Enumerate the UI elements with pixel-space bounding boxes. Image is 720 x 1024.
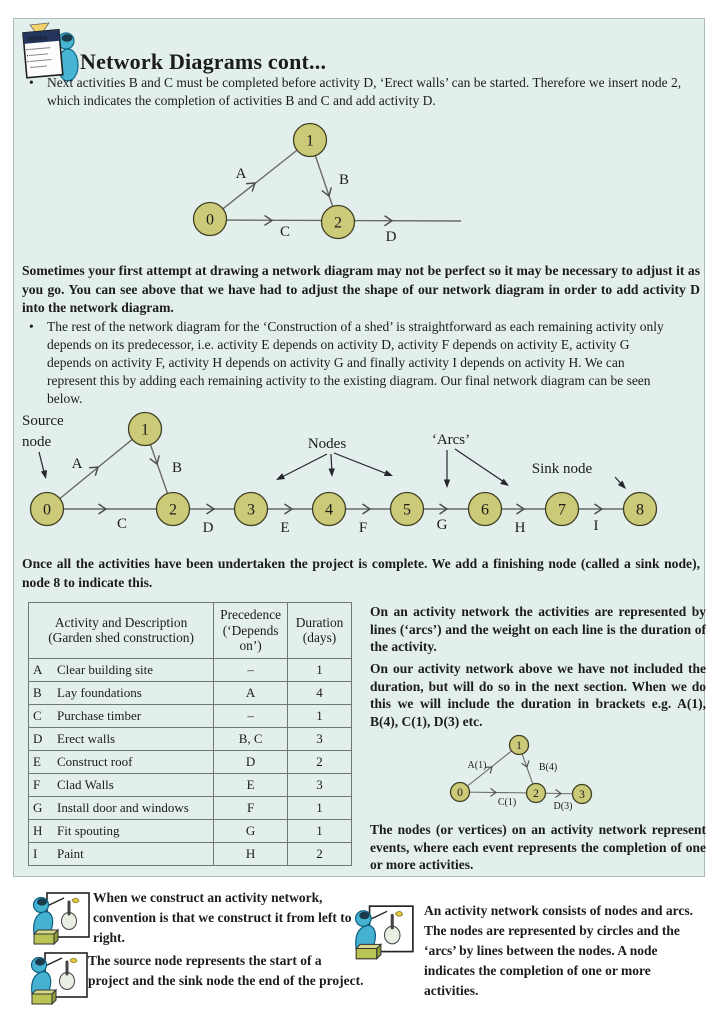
duration-brackets-paragraph: On our activity network above we have not included the duration, but will do so in the next section. When we do this we will include the duration in brackets e.g. A(1), B(4), C(1), D(3) etc.: [370, 661, 706, 729]
activity-id: B: [33, 684, 42, 700]
node-label: 8: [636, 501, 644, 519]
arc-label: C: [116, 516, 128, 532]
table-row: [29, 796, 352, 819]
activity-desc: Clad Walls: [57, 776, 114, 792]
activity-desc: Paint: [57, 845, 84, 861]
arc-label: A: [71, 456, 83, 472]
arc-label: C(1): [497, 797, 517, 808]
activity-id: G: [33, 799, 43, 815]
source-node-label: node: [22, 434, 52, 450]
network-diagram-final: [14, 406, 705, 554]
callout-left-right-convention: When we construct an activity network, convention is that we construct it from left to right.: [93, 890, 352, 945]
header-line: (Garden shed construction): [48, 630, 194, 646]
annotation-arcs: [432, 432, 511, 489]
bullet-marker: •: [29, 75, 34, 90]
arc-label: I: [593, 518, 599, 534]
arc-label: C: [279, 224, 291, 240]
easel-character-icon: [352, 903, 416, 963]
activity-dur: 2: [288, 750, 352, 773]
nodes-label: Nodes: [307, 436, 347, 452]
node-label: 2: [169, 501, 177, 519]
adjust-diagram-paragraph: Sometimes your first attempt at drawing a network diagram may not be perfect so it may be necessary to adjust it as you go. You can see above that we have had to adjust the shape of our network diagram in order to add activity D into the network diagram.: [22, 263, 700, 315]
callout-source-sink: The source node represents the start of a project and the sink node the end of the project.: [88, 953, 364, 988]
table-row: [29, 750, 352, 773]
activity-id: E: [33, 753, 41, 769]
activity-id: F: [33, 776, 41, 792]
arc-label: E: [280, 520, 290, 536]
node-label: 1: [141, 421, 149, 439]
activity-desc: Clear building site: [57, 661, 154, 677]
header-line: on’): [239, 638, 262, 653]
nodes-vertices-paragraph: The nodes (or vertices) on an activity network represent events, where each event represents the completion of one or more activities.: [370, 822, 706, 872]
arc-label: H: [514, 520, 526, 536]
header-line: Duration: [295, 614, 344, 630]
network-diagram-first-attempt: [14, 116, 705, 266]
bullet-item-2: [29, 318, 677, 408]
node-label: 3: [579, 788, 585, 801]
activity-prec: H: [214, 842, 288, 865]
bullet-2-text: The rest of the network diagram for the ‘Construction of a shed’ is straightforward as each remaining activity only depends on its predecessor, i.e. activity E depends on activity D, activity F depends on activity E, activity G depends on activity F, activity H depends on activity G and finally activity I depends on activity H. We can represent this by adding each remaining activity to the existing diagram. Our final network diagram can be seen below.: [47, 319, 664, 406]
table-row: [29, 681, 352, 704]
arc-label: A(1): [467, 760, 487, 771]
node-label: 1: [516, 739, 522, 752]
node-label: 2: [334, 214, 342, 232]
header-duration: [288, 603, 352, 659]
activity-desc: Erect walls: [57, 730, 116, 746]
activity-desc: Construct roof: [57, 753, 133, 769]
activity-dur: 2: [288, 842, 352, 865]
arc-label: D: [385, 229, 397, 245]
activity-dur: 4: [288, 681, 352, 704]
activity-dur: 1: [288, 796, 352, 819]
source-node-label: Source: [22, 413, 64, 429]
node-label: 1: [306, 132, 314, 150]
sink-node-paragraph: Once all the activities have been undertaken the project is complete. We add a finishing node (called a sink node), node 8 to indicate this.: [22, 556, 700, 590]
activity-prec: E: [214, 773, 288, 796]
annotation-sink-node: [532, 461, 629, 491]
activity-prec: G: [214, 819, 288, 842]
table-row: [29, 819, 352, 842]
header-line: Precedence: [220, 607, 282, 622]
node-label: 0: [206, 211, 214, 229]
arc-label: A: [235, 166, 247, 182]
table-row: [29, 842, 352, 865]
table-row: [29, 658, 352, 681]
activity-dur: 3: [288, 773, 352, 796]
activity-id: C: [33, 707, 42, 723]
activity-dur: 1: [288, 704, 352, 727]
activity-dur: 1: [288, 658, 352, 681]
activity-dur: 3: [288, 727, 352, 750]
node-label: 4: [325, 501, 333, 519]
node-label: 2: [533, 787, 539, 800]
arcs-label: ‘Arcs’: [431, 432, 471, 448]
node-label: 3: [247, 501, 255, 519]
annotation-source-node: [22, 413, 64, 480]
activity-prec: A: [214, 681, 288, 704]
annotation-nodes: [275, 436, 395, 483]
activity-prec: –: [214, 658, 288, 681]
header-line: (days): [302, 630, 337, 646]
activity-prec: F: [214, 796, 288, 819]
activity-desc: Install door and windows: [57, 799, 189, 815]
arc-label: G: [436, 517, 448, 533]
arc-label: F: [358, 520, 368, 536]
arc-label: D: [202, 520, 214, 536]
header-line: (‘Depends: [222, 622, 279, 638]
callout-nodes-arcs: An activity network consists of nodes and arcs. The nodes are represented by circles and the ‘arcs’ by lines between the nodes. A node indicates the completion of one or more activities.: [424, 903, 694, 998]
activity-desc: Purchase timber: [57, 707, 142, 723]
graph-nodes: [194, 124, 355, 239]
activity-prec: –: [214, 704, 288, 727]
arcs-weight-paragraph: On an activity network the activities are represented by lines (‘arcs’) and the weight on each line is the duration of the activity.: [370, 604, 706, 654]
content-panel: [13, 18, 705, 877]
arc-label: B: [338, 172, 350, 188]
bullet-1-text: Next activities B and C must be completed before activity D, ‘Erect walls’ can be started. Therefore we insert node 2, which indicates the completion of activities B and C and add activity D.: [47, 75, 682, 108]
activity-desc: Fit spouting: [57, 822, 120, 838]
activity-dur: 1: [288, 819, 352, 842]
table-header-row: [29, 603, 352, 659]
node-label: 7: [558, 501, 566, 519]
activity-id: I: [33, 845, 38, 861]
table-row: [29, 773, 352, 796]
activity-id: H: [33, 822, 43, 838]
node-label: 5: [403, 501, 411, 519]
node-label: 6: [481, 501, 489, 519]
easel-character-icon: [28, 950, 90, 1008]
header-precedence: [214, 603, 288, 659]
arc-label: B(4): [538, 762, 558, 773]
activity-id: A: [33, 661, 43, 677]
sink-node-label: Sink node: [531, 461, 593, 477]
easel-character-icon: [30, 890, 92, 948]
activity-table: [28, 602, 352, 866]
node-label: 0: [43, 501, 51, 519]
page-title: Network Diagrams cont...: [80, 49, 327, 74]
bullet-item-1: [29, 74, 693, 110]
arc-label: D(3): [553, 801, 573, 812]
mini-activity-network: [370, 734, 706, 822]
activity-prec: B, C: [214, 727, 288, 750]
table-row: [29, 704, 352, 727]
node-label: 0: [457, 786, 463, 799]
arc-label: B: [171, 460, 183, 476]
table-row: [29, 727, 352, 750]
bullet-marker: •: [29, 319, 34, 334]
header-activity: [29, 603, 214, 659]
right-column: [370, 603, 708, 883]
notes-icon-label: Notes: [27, 32, 48, 44]
activity-desc: Lay foundations: [57, 684, 142, 700]
activity-id: D: [33, 730, 43, 746]
header-line: Activity and Description: [54, 614, 188, 630]
activity-prec: D: [214, 750, 288, 773]
